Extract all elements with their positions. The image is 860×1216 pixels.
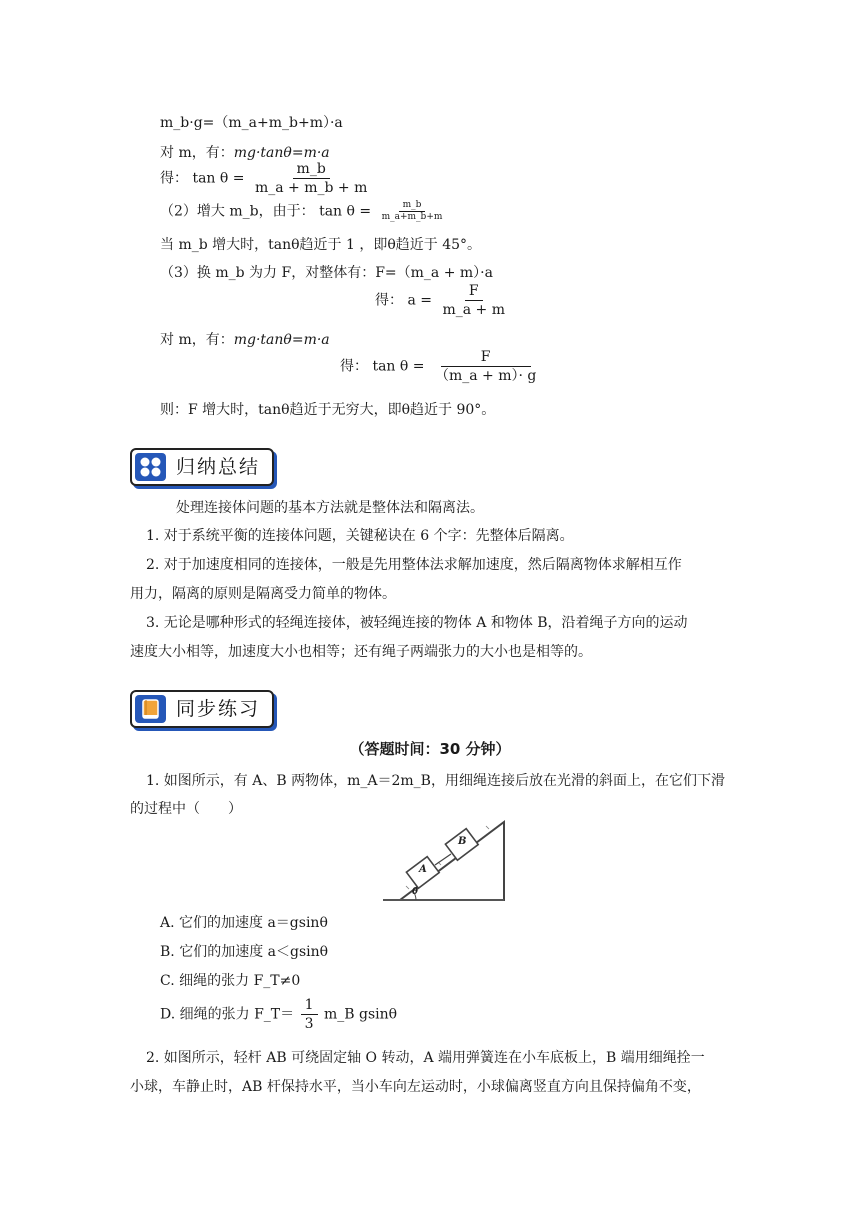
numerator: F <box>465 282 483 301</box>
line-prefix: 对 m，有： <box>160 145 234 161</box>
equation-lhs: a = <box>407 292 432 309</box>
section-title: 归纳总结 <box>176 456 261 478</box>
fraction <box>431 348 540 385</box>
summary-point-3-cont: 速度大小相等，加速度大小也相等；还有绳子两端张力的大小也是相等的。 <box>130 644 592 660</box>
equation: mg·tanθ=m·a <box>233 145 330 161</box>
fraction <box>438 282 509 319</box>
option-a[interactable]: A. 它们的加速度 a＝gsinθ <box>160 915 328 931</box>
equation-lhs: tan θ = <box>192 170 245 187</box>
option-d[interactable] <box>160 996 397 1033</box>
summary-point-2: 2. 对于加速度相同的连接体，一般是先用整体法求解加速度，然后隔离物体求解相互作 <box>146 557 682 573</box>
question-2-cont: 小球，车静止时，AB 杆保持水平，当小车向左运动时，小球偏离竖直方向且保持偏角不变， <box>130 1079 701 1095</box>
equation-line-8 <box>160 330 330 350</box>
line-prefix: 得： <box>375 292 403 309</box>
equation-line-6: （3）换 m_b 为力 F，对整体有：F=（m_a + m）·a <box>160 265 493 281</box>
grid-four-petals-icon <box>135 453 166 481</box>
summary-point-1: 1. 对于系统平衡的连接体问题，关键秘诀在 6 个字：先整体后隔离。 <box>146 528 574 544</box>
denominator: m_a+m_b+m <box>381 212 443 222</box>
section-banner-practice <box>130 690 274 728</box>
numerator: m_b <box>293 160 330 179</box>
numerator: m_b <box>399 200 426 212</box>
block-a-label: A <box>419 864 427 875</box>
line-prefix: 对 m，有： <box>160 332 234 348</box>
equation-line-10: 则：F 增大时，tanθ趋近于无穷大，即θ趋近于 90°。 <box>160 402 496 418</box>
equation-lhs: tan θ = <box>319 203 372 220</box>
denominator: （m_a + m）· g <box>434 368 537 384</box>
summary-intro: 处理连接体问题的基本方法就是整体法和隔离法。 <box>176 500 484 516</box>
denominator: 3 <box>304 1016 314 1032</box>
line-prefix: 得： <box>340 358 368 375</box>
option-d-prefix: D. 细绳的张力 F_T＝ <box>160 1006 295 1023</box>
line-prefix: （2）增大 m_b，由于： <box>160 203 315 220</box>
answer-time: （答题时间：30 分钟） <box>349 740 511 758</box>
summary-point-3: 3. 无论是哪种形式的轻绳连接体，被轻绳连接的物体 A 和物体 B，沿着绳子方向的运动 <box>146 615 688 631</box>
question-2: 2. 如图所示，轻杆 AB 可绕固定轴 O 转动，A 端用弹簧连在小车底板上，B 端用细绳拴一 <box>146 1050 705 1066</box>
fraction <box>378 200 447 223</box>
numerator: 1 <box>301 996 318 1015</box>
equation-line-1: m_b·g=（m_a+m_b+m）·a <box>160 115 343 131</box>
option-b[interactable]: B. 它们的加速度 a＜gsinθ <box>160 944 329 960</box>
denominator: m_a + m <box>442 302 505 318</box>
equation-line-4 <box>160 200 448 223</box>
equation-lhs: tan θ = <box>372 358 425 375</box>
summary-point-2-cont: 用力，隔离的原则是隔离受力简单的物体。 <box>130 586 396 602</box>
section-banner-summary <box>130 448 274 486</box>
equation-line-5: 当 m_b 增大时，tanθ趋近于 1 ，即θ趋近于 45°。 <box>160 237 482 253</box>
equation-line-9 <box>340 348 542 385</box>
equation: mg·tanθ=m·a <box>233 332 330 348</box>
numerator: F <box>441 348 531 367</box>
incline-figure <box>378 816 512 904</box>
fraction <box>251 160 371 197</box>
block-b-label: B <box>458 836 467 847</box>
section-title: 同步练习 <box>176 698 261 720</box>
theta-label: θ <box>412 887 419 897</box>
option-c[interactable]: C. 细绳的张力 F_T≠0 <box>160 973 301 989</box>
question-1-cont: 的过程中（ ） <box>130 801 242 817</box>
equation-line-7 <box>375 282 511 319</box>
line-prefix: 得： <box>160 170 188 187</box>
option-d-suffix: m_B gsinθ <box>323 1006 398 1023</box>
denominator: m_a + m_b + m <box>254 180 368 196</box>
fraction <box>301 996 318 1033</box>
equation-line-3 <box>160 160 373 197</box>
book-icon <box>135 695 166 723</box>
question-1: 1. 如图所示，有 A、B 两物体，m_A＝2m_B，用细绳连接后放在光滑的斜面上，在它们下滑 <box>146 773 725 789</box>
